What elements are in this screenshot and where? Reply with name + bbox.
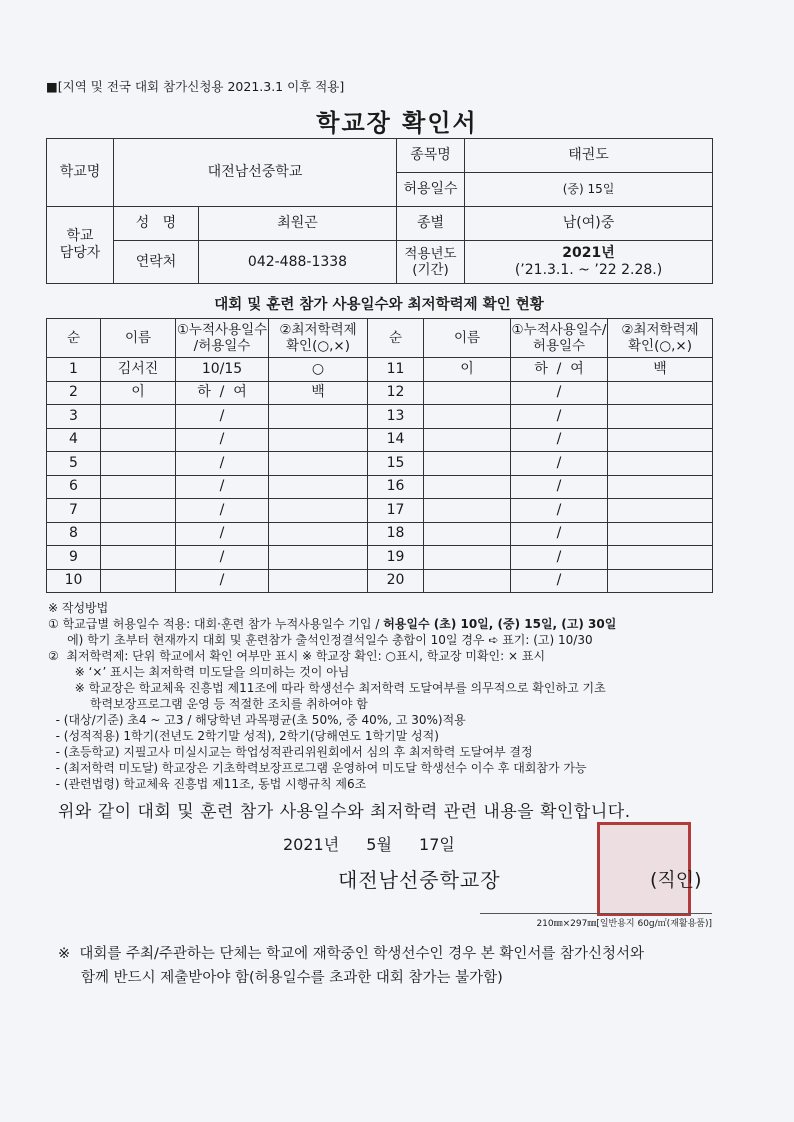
cell-n2: 18 bbox=[368, 522, 424, 546]
notes-line-5: ※ 학교장은 학교체육 진흥법 제11조에 따라 학생선수 최저학력 도달여부를 의무적으로 확인하고 기초 bbox=[48, 681, 606, 695]
cell-d2: 하 / 여 bbox=[511, 358, 608, 382]
cell-n2: 14 bbox=[368, 428, 424, 452]
cell-n1: 1 bbox=[47, 358, 101, 382]
cell-name2: 이 bbox=[424, 358, 511, 382]
cell-name2 bbox=[424, 546, 511, 570]
cell-n2: 19 bbox=[368, 546, 424, 570]
cell-d2: / bbox=[511, 405, 608, 429]
cell-a1 bbox=[269, 475, 368, 499]
notes-line-8: - (성적적용) 1학기(전년도 2학기말 성적), 2학기(당해연도 1학기말 성적) bbox=[48, 729, 439, 743]
cell-a2 bbox=[608, 569, 713, 593]
paper-size-note: 210㎜×297㎜[일반용지 60g/㎡(재활용품)] bbox=[480, 913, 712, 929]
allowed-days-value: (중) 15일 bbox=[465, 173, 713, 207]
event-label: 종목명 bbox=[397, 139, 465, 173]
cell-n1: 2 bbox=[47, 381, 101, 405]
cell-n2: 16 bbox=[368, 475, 424, 499]
notes-line-1b: 허용일수 (초) 10일, (중) 15일, (고) 30일 bbox=[383, 617, 617, 631]
cell-n1: 7 bbox=[47, 499, 101, 523]
cell-n2: 17 bbox=[368, 499, 424, 523]
cell-a2 bbox=[608, 499, 713, 523]
confirmation-text: 위와 같이 대회 및 훈련 참가 사용일수와 최저학력 관련 내용을 확인합니다. bbox=[58, 802, 631, 822]
notes-line-6: 학력보장프로그램 운영 등 적절한 조치를 취하여야 함 bbox=[48, 697, 368, 711]
contact-label: 연락처 bbox=[114, 241, 199, 284]
table-row bbox=[47, 358, 713, 382]
date-day: 17일 bbox=[419, 835, 455, 854]
cell-a1 bbox=[269, 499, 368, 523]
cell-name1 bbox=[101, 499, 176, 523]
cell-d2: / bbox=[511, 546, 608, 570]
cell-d1: / bbox=[176, 569, 269, 593]
cell-name2 bbox=[424, 428, 511, 452]
cell-a2 bbox=[608, 452, 713, 476]
cell-a2 bbox=[608, 405, 713, 429]
notes-line-2: 에) 학기 초부터 현재까지 대회 및 훈련참가 출석인정결석일수 총합이 10일 경우 ➪ 표기: (고) 10/30 bbox=[48, 633, 593, 647]
event-value: 태권도 bbox=[465, 139, 713, 173]
cell-a2 bbox=[608, 428, 713, 452]
table-row bbox=[47, 428, 713, 452]
table-row bbox=[47, 475, 713, 499]
issue-date bbox=[283, 832, 477, 855]
cell-d2: / bbox=[511, 428, 608, 452]
cell-d1: / bbox=[176, 546, 269, 570]
cell-a1 bbox=[269, 522, 368, 546]
name-label: 성 명 bbox=[114, 207, 199, 241]
cell-name2 bbox=[424, 475, 511, 499]
cell-name1 bbox=[101, 522, 176, 546]
cell-d2: / bbox=[511, 381, 608, 405]
cell-d2: / bbox=[511, 499, 608, 523]
cell-d2: / bbox=[511, 475, 608, 499]
allowed-days-label: 허용일수 bbox=[397, 173, 465, 207]
cell-a1: 백 bbox=[269, 381, 368, 405]
usage-table bbox=[46, 318, 713, 593]
document-title: 학교장 확인서 bbox=[316, 109, 478, 137]
table-row bbox=[47, 452, 713, 476]
footer-notice bbox=[58, 942, 644, 990]
date-year: 2021년 bbox=[283, 835, 340, 854]
cell-name2 bbox=[424, 499, 511, 523]
cell-a1: ○ bbox=[269, 358, 368, 382]
cell-name1 bbox=[101, 405, 176, 429]
date-month: 5월 bbox=[366, 835, 392, 854]
cell-a2 bbox=[608, 522, 713, 546]
cell-a2: 백 bbox=[608, 358, 713, 382]
contact-value: 042-488-1338 bbox=[199, 241, 397, 284]
notes-line-7: - (대상/기준) 초4 ~ 고3 / 해당학년 과목평균(초 50%, 중 40%, 고 30%)적용 bbox=[48, 713, 466, 727]
cell-d1: 10/15 bbox=[176, 358, 269, 382]
year-cell bbox=[465, 241, 713, 284]
name-value: 최원곤 bbox=[199, 207, 397, 241]
cell-name1 bbox=[101, 569, 176, 593]
seal-label: (직인) bbox=[650, 869, 702, 891]
cell-n2: 13 bbox=[368, 405, 424, 429]
cell-name2 bbox=[424, 381, 511, 405]
notes-line-1 bbox=[48, 616, 728, 632]
school-info-table bbox=[46, 138, 713, 284]
notes-line-4: ※ ‘×’ 표시는 최저학력 미도달을 의미하는 것이 아님 bbox=[48, 665, 350, 679]
header-academic: ②최저학력제 확인(○,×) bbox=[269, 319, 368, 358]
notes-line-9: - (초등학교) 지필고사 미실시교는 학업성적관리위원회에서 심의 후 최저학력 도달여부 결정 bbox=[48, 745, 533, 759]
cell-name1 bbox=[101, 546, 176, 570]
header-note: ■[지역 및 전국 대회 참가신청용 2021.3.1 이후 적용] bbox=[46, 79, 345, 94]
header-no2: 순 bbox=[368, 319, 424, 358]
cell-name2 bbox=[424, 452, 511, 476]
cell-n1: 9 bbox=[47, 546, 101, 570]
cell-a1 bbox=[269, 452, 368, 476]
cell-a1 bbox=[269, 428, 368, 452]
cell-name1 bbox=[101, 452, 176, 476]
cell-d1: / bbox=[176, 452, 269, 476]
cell-a1 bbox=[269, 569, 368, 593]
cell-n2: 12 bbox=[368, 381, 424, 405]
header-name: 이름 bbox=[101, 319, 176, 358]
cell-n2: 20 bbox=[368, 569, 424, 593]
header-no: 순 bbox=[47, 319, 101, 358]
gender-label: 종별 bbox=[397, 207, 465, 241]
cell-d1: 하 / 여 bbox=[176, 381, 269, 405]
cell-name1: 김서진 bbox=[101, 358, 176, 382]
section-title: 대회 및 훈련 참가 사용일수와 최저학력제 확인 현황 bbox=[214, 297, 544, 313]
cell-a2 bbox=[608, 381, 713, 405]
cell-d2: / bbox=[511, 522, 608, 546]
cell-name1: 이 bbox=[101, 381, 176, 405]
cell-d1: / bbox=[176, 405, 269, 429]
cell-n2: 15 bbox=[368, 452, 424, 476]
usage-table-header bbox=[47, 319, 713, 358]
gender-value: 남(여)중 bbox=[465, 207, 713, 241]
header-name2: 이름 bbox=[424, 319, 511, 358]
cell-d1: / bbox=[176, 475, 269, 499]
manager-label: 학교 담당자 bbox=[47, 207, 114, 284]
cell-name2 bbox=[424, 522, 511, 546]
cell-name1 bbox=[101, 428, 176, 452]
table-row bbox=[47, 499, 713, 523]
cell-d1: / bbox=[176, 499, 269, 523]
table-row bbox=[47, 546, 713, 570]
cell-a1 bbox=[269, 546, 368, 570]
table-row bbox=[47, 381, 713, 405]
signer-name: 대전남선중학교장 bbox=[338, 868, 501, 892]
cell-n1: 10 bbox=[47, 569, 101, 593]
cell-n2: 11 bbox=[368, 358, 424, 382]
cell-n1: 8 bbox=[47, 522, 101, 546]
header-days2: ①누적사용일수/ 허용일수 bbox=[511, 319, 608, 358]
cell-d1: / bbox=[176, 428, 269, 452]
cell-n1: 5 bbox=[47, 452, 101, 476]
cell-n1: 6 bbox=[47, 475, 101, 499]
footer-line-2: 함께 반드시 제출받아야 함(허용일수를 초과한 대회 참가는 불가함) bbox=[58, 970, 503, 986]
cell-name1 bbox=[101, 475, 176, 499]
cell-a2 bbox=[608, 475, 713, 499]
cell-name2 bbox=[424, 405, 511, 429]
header-days: ①누적사용일수 /허용일수 bbox=[176, 319, 269, 358]
notes-line-1a: ① 학교급별 허용일수 적용: 대회·훈련 참가 누적사용일수 기입 / bbox=[48, 617, 384, 631]
table-row bbox=[47, 522, 713, 546]
table-row bbox=[47, 569, 713, 593]
usage-table-body bbox=[47, 319, 713, 593]
writing-notes bbox=[48, 600, 728, 792]
cell-d2: / bbox=[511, 452, 608, 476]
year-label: 적용년도 (기간) bbox=[397, 241, 465, 284]
year-value: 2021년 bbox=[562, 245, 615, 262]
notes-line-10: - (최저학력 미도달) 학교장은 기초학력보장프로그램 운영하여 미도달 학생선수 이수 후 대회참가 가능 bbox=[48, 761, 587, 775]
footer-line-1: ※ 대회를 주최/주관하는 단체는 학교에 재학중인 학생선수인 경우 본 확인서를 참가신청서와 bbox=[58, 946, 644, 962]
cell-a2 bbox=[608, 546, 713, 570]
notes-heading: ※ 작성방법 bbox=[48, 601, 109, 615]
school-label: 학교명 bbox=[47, 139, 114, 207]
table-row bbox=[47, 405, 713, 429]
cell-d1: / bbox=[176, 522, 269, 546]
header-academic2: ②최저학력제 확인(○,×) bbox=[608, 319, 713, 358]
cell-name2 bbox=[424, 569, 511, 593]
period-value: (’21.3.1. ~ ’22 2.28.) bbox=[514, 262, 663, 278]
cell-n1: 4 bbox=[47, 428, 101, 452]
cell-a1 bbox=[269, 405, 368, 429]
cell-d2: / bbox=[511, 569, 608, 593]
cell-n1: 3 bbox=[47, 405, 101, 429]
notes-line-3: ② 최저학력제: 단위 학교에서 확인 여부만 표시 ※ 학교장 확인: ○표시, 학교장 미확인: × 표시 bbox=[48, 649, 546, 663]
school-value: 대전남선중학교 bbox=[114, 139, 397, 207]
notes-line-11: - (관련법령) 학교체육 진흥법 제11조, 동법 시행규칙 제6조 bbox=[48, 777, 367, 791]
